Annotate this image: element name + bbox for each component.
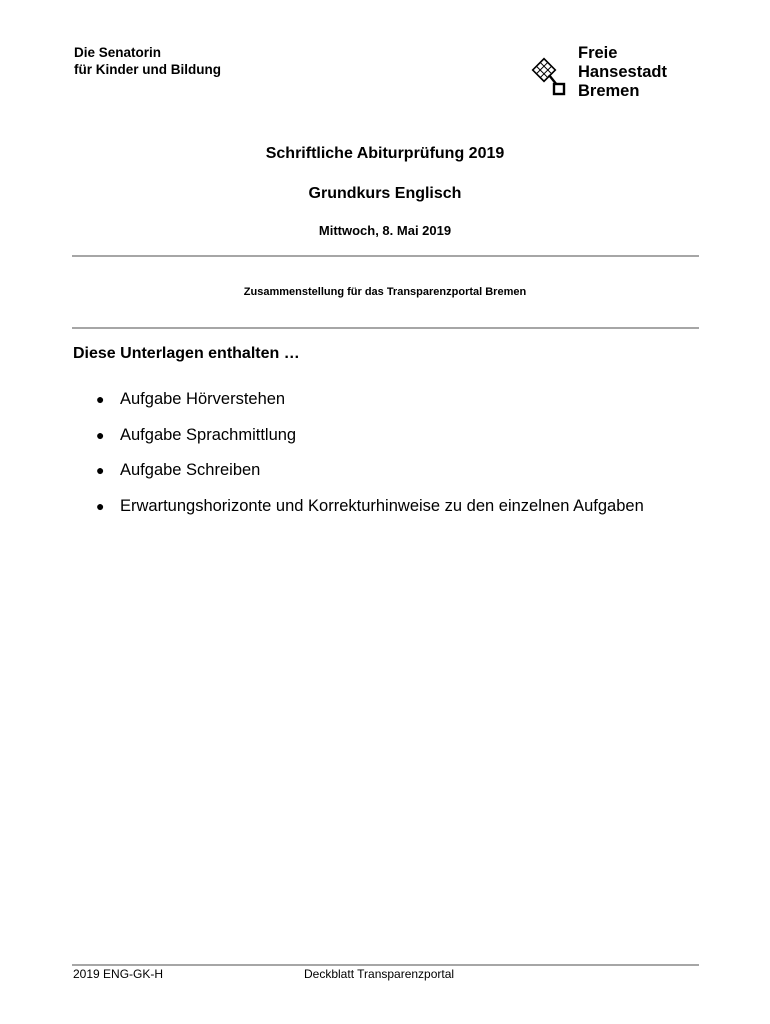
issuer-block [74,44,221,78]
logo-text [578,44,667,101]
footer-divider [72,964,699,966]
issuer-line-1: Die Senatorin [74,45,162,60]
logo-line-1: Freie [578,44,618,62]
list-item-label: Aufgabe Sprachmittlung [120,425,297,444]
list-item [96,459,644,495]
bullet-icon: ● [96,497,105,514]
exam-title: Schriftliche Abiturprüfung 2019 [265,145,505,162]
list-item [96,424,644,460]
list-item-label: Erwartungshorizonte und Korrekturhinweise zu den einzelnen Aufgaben [120,496,644,515]
divider-top [72,255,699,257]
logo-line-2: Hansestadt [578,63,667,81]
contents-heading: Diese Unterlagen enthalten … [73,345,300,362]
list-item-label: Aufgabe Hörverstehen [120,390,286,408]
divider-bottom [72,327,699,329]
exam-date: Mittwoch, 8. Mai 2019 [318,223,452,238]
bullet-icon: ● [96,426,105,443]
bullet-icon: ● [96,391,105,407]
bullet-icon: ● [96,462,105,478]
contents-list [96,388,644,530]
compilation-note: Zusammenstellung für das Transparenzportal Bremen [243,286,527,298]
logo-line-3: Bremen [578,82,640,100]
list-item [96,495,644,531]
issuer-line-2: für Kinder und Bildung [74,62,221,77]
list-item [96,388,644,424]
course-title: Grundkurs Englisch [308,185,462,202]
bremen-key-icon [530,54,570,104]
list-item-label: Aufgabe Schreiben [120,461,261,479]
footer-code: 2019 ENG-GK-H [73,967,164,981]
footer-label: Deckblatt Transparenzportal [304,967,455,981]
bremen-logo [530,44,700,104]
